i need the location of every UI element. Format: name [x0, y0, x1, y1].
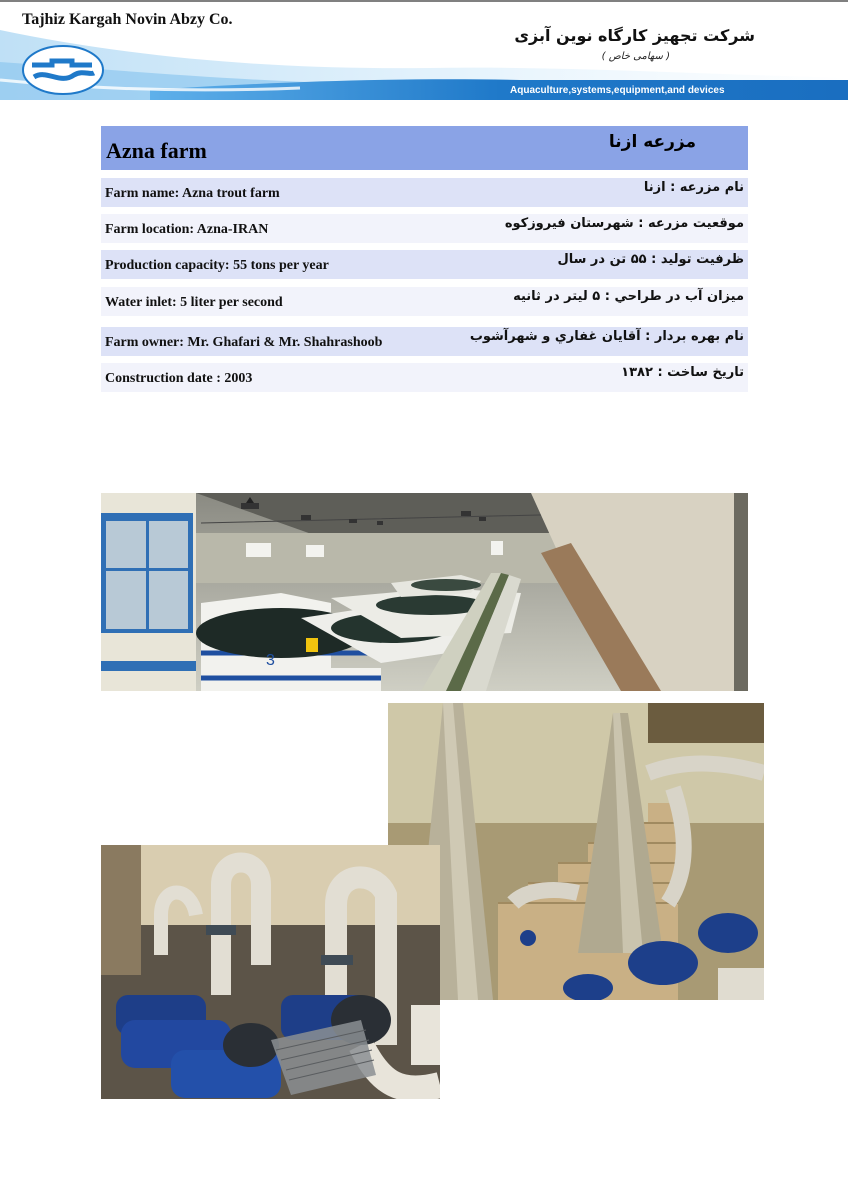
construction-date-fa: تاریخ ساخت : ۱۳۸۲ [621, 365, 744, 380]
farm-info-table [101, 126, 748, 170]
farm-name-en: Farm name: Azna trout farm [105, 186, 280, 201]
farm-title-bar [101, 126, 748, 170]
company-slogan: Aquaculture,systems,equipment,and devices [510, 85, 725, 96]
farm-location-en: Farm location: Azna-IRAN [105, 222, 269, 237]
water-inlet-en: Water inlet: 5 liter per second [105, 295, 283, 310]
farm-title-en: Azna farm [106, 138, 207, 163]
water-inlet-fa: میزان آب در طراحي : ۵ ليتر در ثانيه [513, 289, 744, 304]
pump-room-photo [101, 845, 440, 1099]
farm-owner-fa: نام بهره بردار : آقايان غفاري و شهرآشوب [469, 329, 744, 344]
production-capacity-row [101, 250, 748, 279]
farm-location-fa: موقعیت مزرعه : شهرستان فیروزکوه [504, 216, 744, 231]
farm-title-fa: مزرعه ازنا [608, 132, 696, 152]
farm-hall-photo [101, 493, 748, 691]
farm-location-row [101, 214, 748, 243]
company-name-en: Tajhiz Kargah Novin Abzy Co. [22, 11, 233, 28]
construction-date-en: Construction date : 2003 [105, 371, 253, 386]
company-type-fa: ( سهامی خاص ) [601, 51, 670, 62]
tank-number-label: 3 [266, 652, 275, 669]
production-capacity-fa: ظرفیت تولید : ۵۵ تن در سال [557, 252, 744, 267]
production-capacity-en: Production capacity: 55 tons per year [105, 258, 329, 273]
farm-name-fa: نام مزرعه : ازنا [643, 180, 744, 195]
farm-owner-en: Farm owner: Mr. Ghafari & Mr. Shahrashoob [105, 335, 383, 350]
filter-stairs-photo [388, 703, 764, 1000]
company-name-fa: شرکت تجهیز کارگاه نوین آبزی [514, 26, 755, 45]
farm-name-row [101, 178, 748, 207]
construction-date-row [101, 363, 748, 392]
farm-owner-row [101, 327, 748, 356]
water-inlet-row [101, 287, 748, 316]
page-header [0, 0, 848, 100]
fish-wave-logo-icon [22, 45, 104, 95]
